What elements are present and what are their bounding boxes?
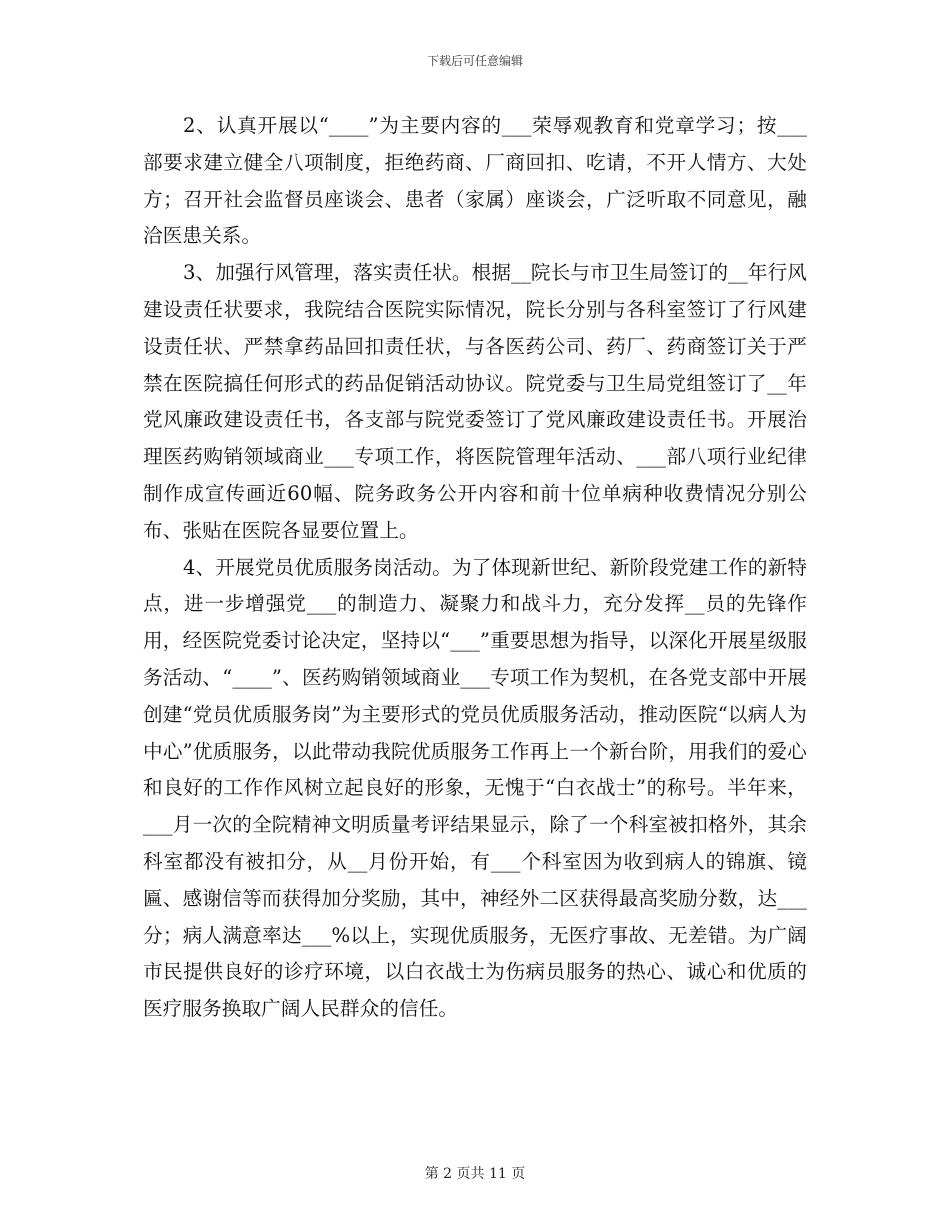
page-header: 下载后可任意编辑 xyxy=(426,54,523,68)
document-body xyxy=(143,108,807,1028)
page-number-footer: 第 2 页共 11 页 xyxy=(424,1166,526,1182)
paragraph-item-2: 2、认真开展以“____”为主要内容的___荣辱观教育和党章学习；按___部要求建立健全八项制度，拒绝药商、厂商回扣、吃请，不开人情方、大处方；召开社会监督员座谈会、患者（家属）座谈会，广泛听取不同意见，融洽医患关系。 xyxy=(143,114,807,248)
paragraph-item-4: 4、开展党员优质服务岗活动。为了体现新世纪、新阶段党建工作的新特点，进一步增强党___的制造力、凝聚力和战斗力，充分发挥__员的先锋作用，经医院党委讨论决定，坚持以“___”重要思想为指导，以深化开展星级服务活动、“____”、医药购销领域商业___专项工作为契机，在各党支部中开展创建“党员优质服务岗”为主要形式的党员优质服务活动，推动医院“以病人为中心”优质服务，以此带动我院优质服务工作再上一个新台阶，用我们的爱心和良好的工作作风树立起良好的形象，无愧于“白衣战士”的称号。半年来，___月一次的全院精神文明质量考评结果显示，除了一个科室被扣格外，其余科室都没有被扣分，从__月份开始，有___个科室因为收到病人的锦旗、镜匾、感谢信等而获得加分奖励，其中，神经外二区获得最高奖励分数，达___分；病人满意率达___%以上，实现优质服务，无医疗事故、无差错。为广阔市民提供良好的诊疗环境，以白衣战士为伤病员服务的热心、诚心和优质的医疗服务换取广阔人民群众的信任。 xyxy=(143,555,807,1021)
paragraph-item-3: 3、加强行风管理，落实责任状。根据__院长与市卫生局签订的__年行风建设责任状要求，我院结合医院实际情况，院长分别与各科室签订了行风建设责任状、严禁拿药品回扣责任状，与各医药公司、药厂、药商签订关于严禁在医院搞任何形式的药品促销活动协议。院党委与卫生局党组签订了__年党风廉政建设责任书，各支部与院党委签订了党风廉政建设责任书。开展治理医药购销领域商业___专项工作，将医院管理年活动、___部八项行业纪律制作成宣传画近60幅、院务政务公开内容和前十位单病种收费情况分别公布、张贴在医院各显要位置上。 xyxy=(143,261,807,542)
